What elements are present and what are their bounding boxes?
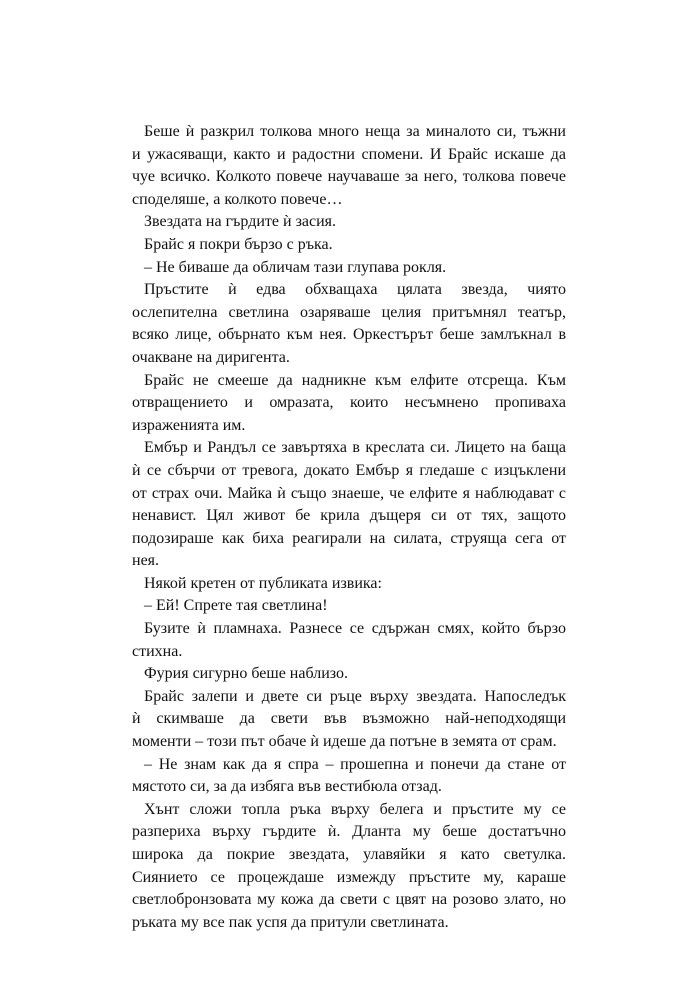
text-line: споделяше, а колкото повече… (132, 190, 343, 208)
paragraph (132, 573, 566, 596)
text-line: Беше ѝ разкрил толкова много неща за миналото си, тъжни (144, 123, 566, 140)
text-line: ѝ се сбърчи от тревога, докато Ембър я гледаше с изцъклени (132, 461, 566, 479)
paragraph (132, 257, 566, 280)
text-line: Ембър и Рандъл се завъртяха в креслата си. Лицето на баща (144, 439, 566, 457)
text-line: Брайс не смееше да надникне към елфите отсреща. Към (144, 371, 566, 389)
paragraph (132, 686, 566, 754)
text-line: разпериха върху гърдите ѝ. Дланта му беше достатъчно (132, 823, 566, 841)
text-line: мястото си, за да избяга във вестибюла отзад. (132, 778, 442, 796)
paragraph (132, 370, 566, 438)
text-line: чуе всичко. Колкото повече научаваше за него, толкова повече (132, 168, 566, 186)
text-line: подозираше как биха реагирали на силата, струяща сега от (132, 529, 566, 547)
paragraph (132, 211, 566, 234)
paragraph (132, 279, 566, 369)
paragraph (132, 799, 566, 935)
text-line: Фурия сигурно беше наблизо. (144, 665, 348, 683)
body-text (132, 121, 566, 934)
text-line: всяко лице, обърнато към нея. Оркестърът беше замлъкнал в (132, 326, 566, 344)
text-line: – Не биваше да обличам тази глупава рокля. (144, 258, 447, 276)
text-line: очакване на диригента. (132, 348, 290, 366)
paragraph (132, 663, 566, 686)
paragraph (132, 437, 566, 573)
text-line: Брайс залепи и двете си ръце върху звездата. Напоследък (144, 687, 566, 705)
text-line: широка да покрие звездата, улавяйки я като светулка. (132, 846, 566, 863)
text-line: ѝ скимваше да свети във възможно най-неподходящи (132, 710, 566, 728)
text-line: ослепителна светлина озаряваше целия притъмнял театър, (132, 303, 566, 321)
text-line: ръката му все пак успя да притули светлината. (132, 913, 449, 931)
text-line: – Ей! Спрете тая светлина! (144, 597, 328, 615)
text-line: Звездата на гърдите ѝ засия. (144, 213, 337, 231)
text-line: ненавист. Цял живот бе крила дъщеря си от тях, защото (132, 507, 566, 525)
text-line: Бузите ѝ пламнаха. Разнесе се сдържан смях, който бързо (144, 620, 566, 638)
text-line: и ужасяващи, както и радостни спомени. И Брайс искаше да (132, 145, 566, 163)
paragraph (132, 754, 566, 799)
text-line: Пръстите ѝ едва обхващаха цялата звезда, чиято (144, 281, 566, 299)
paragraph (132, 618, 566, 663)
text-line: Някой кретен от публиката извика: (144, 574, 382, 592)
text-line: от страх очи. Майка ѝ също знаеше, че елфите я наблюдават с (132, 484, 566, 502)
paragraph (132, 234, 566, 257)
text-line: светлобронзовата му кожа да свети с цвят на розово злато, но (132, 891, 566, 909)
text-line: стихна. (132, 642, 183, 660)
text-line: израженията им. (132, 416, 246, 434)
text-line: нея. (132, 552, 160, 570)
text-line: моменти – този път обаче ѝ идеше да потъне в земята от срам. (132, 733, 557, 751)
text-line: – Не знам как да я спра – прошепна и понечи да стане от (144, 755, 566, 773)
paragraph (132, 121, 566, 211)
text-line: Хънт сложи топла ръка върху белега и пръстите му се (144, 800, 566, 818)
text-line: отвращението и омразата, които несъмнено пропиваха (132, 394, 566, 412)
text-line: Сиянието се процеждаше измежду пръстите му, караше (132, 868, 566, 886)
text-line: Брайс я покри бързо с ръка. (144, 235, 333, 253)
paragraph (132, 595, 566, 618)
